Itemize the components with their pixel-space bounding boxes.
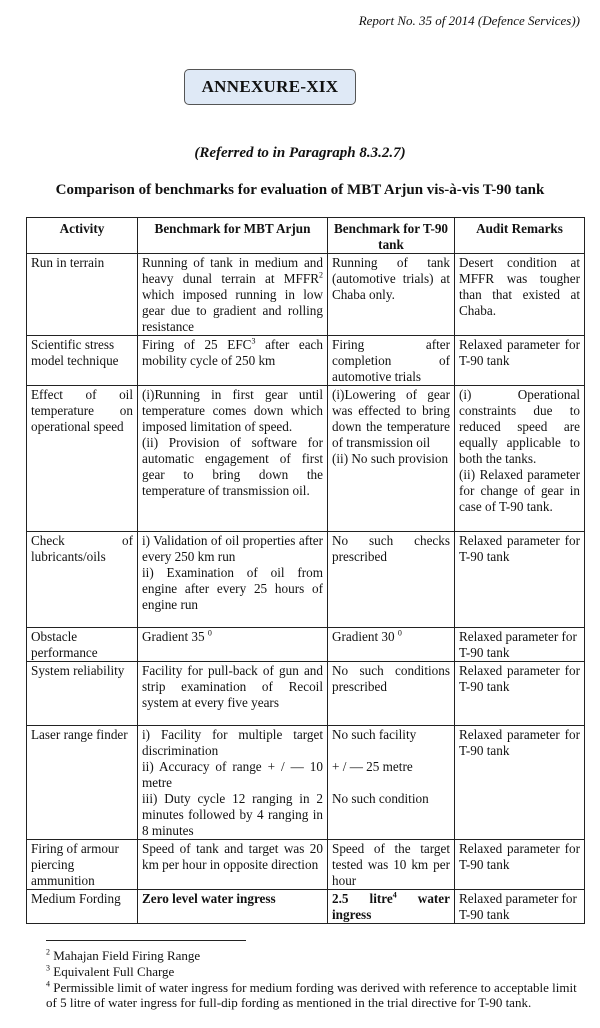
cell-arjun: Facility for pull-back of gun and strip examination of Recoil system at every five years [138,662,328,726]
cell-activity: Obstacle performance [27,628,138,662]
table-row [27,336,585,386]
table-row [27,726,585,840]
cell-remarks: Relaxed parameter for T-90 tank [455,890,585,924]
cell-arjun: Gradient 35 $^0$ [138,628,328,662]
cell-t90: No such checks prescribed [328,532,455,628]
cell-arjun: Running of tank in medium and heavy dunal terrain at MFFR$^2$ which imposed running in low gear due to gradient and rolling resistance [138,254,328,336]
cell-remarks: (i) Operational constraints due to reduced speed are equally applicable to both the tanks. (ii) Relaxed parameter for change of gear in case of T-90 tank. [455,386,585,532]
cell-t90: Firing after completion of automotive trials [328,336,455,386]
header-t90-benchmark: Benchmark for T-90 tank [328,218,455,254]
footnote: $^2$ Mahajan Field Firing Range [46,947,201,963]
cell-arjun: Speed of tank and target was 20 km per hour in opposite direction [138,840,328,890]
header-arjun-benchmark: Benchmark for MBT Arjun [138,218,328,254]
cell-activity: Effect of oil temperature on operational speed [27,386,138,532]
cell-t90: Gradient 30 $^0$ [328,628,455,662]
footnote-ref: 3 [251,336,256,346]
report-header: Report No. 35 of 2014 (Defence Services)) [358,13,580,28]
cell-activity: Laser range finder [27,726,138,840]
table-row [27,628,585,662]
table-row [27,386,585,532]
cell-t90: (i)Lowering of gear was effected to bring down the temperature of transmission oil (ii) No such provision [328,386,455,532]
cell-remarks: Relaxed parameter for T-90 tank [455,840,585,890]
table-row [27,840,585,890]
footnote-divider [46,940,246,941]
cell-t90: 2.5 litre$^4$ water ingress [328,890,455,924]
table-header-row [27,218,585,254]
cell-t90: Speed of the target tested was 10 km per hour [328,840,455,890]
cell-activity: System reliability [27,662,138,726]
footnote: $^3$ Equivalent Full Charge [46,963,175,979]
cell-remarks: Relaxed parameter for T-90 tank [455,532,585,628]
cell-arjun: (i)Running in first gear until temperature comes down which imposed limitation of speed. (ii) Provision of software for automatic engagement of first gear to bring down the temperature of transmission oil. [138,386,328,532]
cell-arjun: i) Validation of oil properties after every 250 km run ii) Examination of oil from engine after every 25 hours of engine run [138,532,328,628]
cell-arjun: i) Facility for multiple target discrimination ii) Accuracy of range + / — 10 metre iii) Duty cycle 12 ranging in 2 minutes followed by 4 ranging in 8 minutes [138,726,328,840]
footnote-ref: 4 [392,890,397,900]
cell-remarks: Relaxed parameter for T-90 tank [455,628,585,662]
cell-arjun: Zero level water ingress [138,890,328,924]
annexure-label: ANNEXURE-XIX [201,77,339,96]
footnote-ref: 2 [319,270,323,280]
cell-remarks: Relaxed parameter for T-90 tank [455,726,585,840]
cell-activity: Firing of armour piercing ammunition [27,840,138,890]
header-audit-remarks: Audit Remarks [455,218,585,254]
cell-remarks: Desert condition at MFFR was tougher than that existed at Chaba. [455,254,585,336]
table-row [27,532,585,628]
footnote: $^4$ Permissible limit of water ingress for medium fording was derived with reference to acceptable limit of 5 litre of water ingress for full-dip fording as mentioned in the trial directive for T-90 tank. [46,979,577,1010]
annexure-box [184,69,356,105]
cell-activity: Check of lubricants/oils [27,532,138,628]
cell-activity: Run in terrain [27,254,138,336]
paragraph-reference: (Referred to in Paragraph 8.3.2.7) [194,145,406,161]
cell-remarks: Relaxed parameter for T-90 tank [455,336,585,386]
cell-t90: Running of tank (automotive trials) at Chaba only. [328,254,455,336]
cell-remarks: Relaxed parameter for T-90 tank [455,662,585,726]
cell-activity: Scientific stress model technique [27,336,138,386]
benchmark-comparison-table [26,217,585,924]
table-row [27,254,585,336]
cell-t90: No such facility + / — 25 metre No such condition [328,726,455,840]
table-row [27,890,585,924]
table-title: Comparison of benchmarks for evaluation of MBT Arjun vis-à-vis T-90 tank [55,182,545,198]
header-activity: Activity [27,218,138,254]
cell-arjun: Firing of 25 EFC$^3$ after each mobility cycle of 250 km [138,336,328,386]
cell-activity: Medium Fording [27,890,138,924]
cell-t90: No such conditions prescribed [328,662,455,726]
table-row [27,662,585,726]
